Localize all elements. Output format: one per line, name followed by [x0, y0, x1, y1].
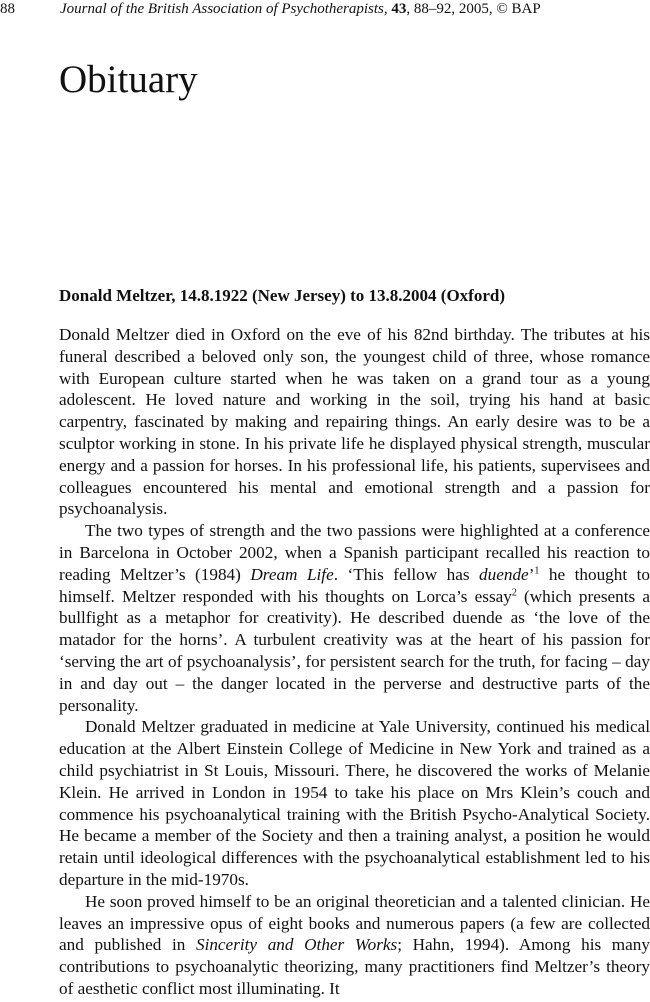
running-head — [0, 0, 650, 22]
journal-pages-year: , 88–92, 2005, — [406, 1, 493, 17]
paragraph-2-text-a: The two types of strength and the two passions were highlighted at a conference in Barcelona in October 2002, when a Spanish participant recalled his reaction to reading Meltzer’s (1984) — [59, 521, 650, 584]
term-duende: duende — [479, 564, 529, 584]
footnote-ref-1: 1 — [534, 565, 540, 577]
paragraph-4 — [59, 891, 650, 1000]
article-heading: Donald Meltzer, 14.8.1922 (New Jersey) to 13.8.2004 (Oxford) — [59, 286, 506, 305]
paragraph-3: Donald Meltzer graduated in medicine at Yale University, continued his medical education at the Albert Einstein College of Medicine in New York and trained as a child psychiatrist in St Louis, Missouri. There, he discovered the works of Melanie Klein. He arrived in London in 1954 to take his place on Mrs Klein’s couch and commence his psychoanalytical training with the British Psycho-Analytical Society. He became a member of the Society and then a training analyst, a position he would retain until ideological differences with the psychoanalytical establishment led to his departure in the mid-1970s. — [59, 717, 650, 889]
paragraph-2-text-b: . ‘This fellow has — [333, 564, 480, 584]
paragraph-2-text-e: (which presents a bullfight as a metaphor for creativity). He described duende as ‘the love of the matador for the horns’. A turbulent creativity was at the heart of his passion for ‘serving the art of psychoanalysis’, for persistent search for the truth, for facing – day in and day out – the danger located in the perverse and destructive parts of the personality. — [59, 586, 650, 715]
paragraph-4-text-a: He soon proved himself to be an original theoretician and a talented clinician. He leaves an impressive opus of eight books and numerous papers (a few are collected and published in — [59, 891, 650, 955]
journal-volume: 43 — [391, 1, 407, 17]
book-title-dream-life: Dream Life — [250, 564, 334, 584]
paragraph-1: Donald Meltzer died in Oxford on the eve of his 82nd birthday. The tributes at his funeral described a beloved only son, the youngest child of three, whose romance with European culture started when he was taken on a grand tour as a young adolescent. He loved nature and working in the soil, trying his hand at basic carpentry, fascinated by making and repairing things. An early desire was to be a sculptor working in stone. In his private life he displayed physical strength, muscular energy and a passion for horses. In his professional life, his patients, supervisees and colleagues encountered his mental and emotional strength and a passion for psychoanalysis. — [59, 325, 650, 519]
page-number: 88 — [0, 1, 15, 17]
paragraph-2-text-c: ’ — [528, 564, 535, 584]
paragraph-2-text-d: he thought to himself. Meltzer responded with his thoughts on Lorca’s essay — [59, 564, 650, 606]
journal-copyright: © BAP — [496, 1, 541, 17]
journal-title: Journal of the British Association of Psychotherapists, — [60, 1, 388, 17]
section-title: Obituary — [59, 58, 198, 101]
journal-citation — [60, 0, 541, 18]
article-body — [59, 324, 650, 1000]
paragraph-2 — [59, 520, 650, 716]
footnote-ref-2: 2 — [511, 586, 517, 598]
paragraph-4-text-b: ; Hahn, 1994). Among his many contributions to psychoanalytic theorizing, many practitioners find Meltzer’s theory of aesthetic conflict most illuminating. It — [59, 935, 650, 998]
book-title-sincerity: Sincerity and Other Works — [195, 935, 398, 955]
